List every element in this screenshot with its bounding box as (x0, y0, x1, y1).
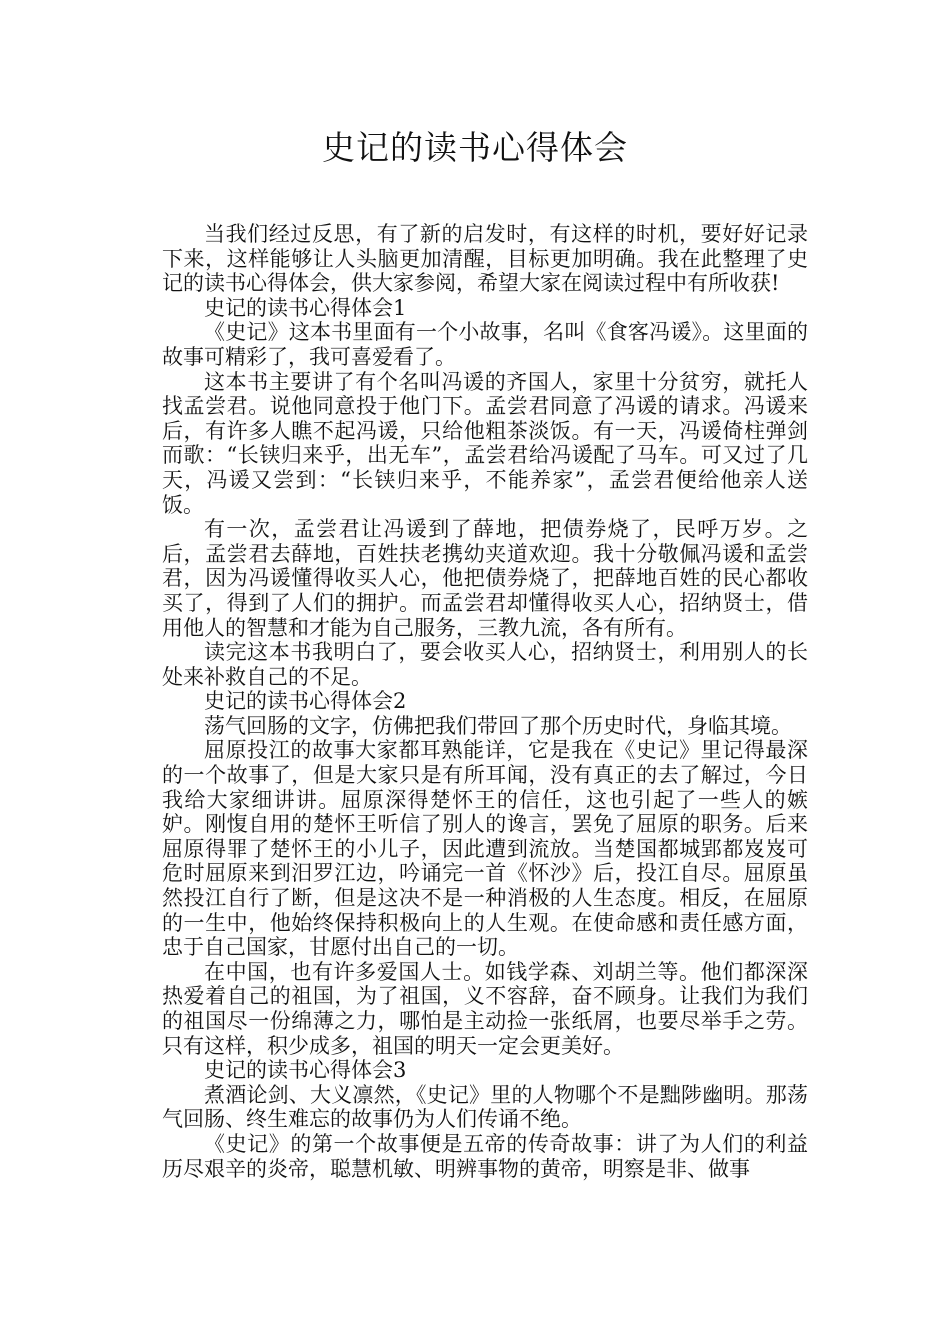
body-paragraph: 这本书主要讲了有个名叫冯谖的齐国人，家里十分贫穷，就托人找孟尝君。说他同意投于他门下。孟尝君同意了冯谖的请求。冯谖来后，有许多人瞧不起冯谖，只给他粗茶淡饭。有一天，冯谖倚柱弹剑而歌：“长铗归来乎，出无车”，孟尝君给冯谖配了马车。可又过了几天，冯谖又尝到：“长铗归来乎，不能养家”，孟尝君便给他亲人送饭。 (162, 369, 808, 517)
document-title: 史记的读书心得体会 (322, 128, 628, 167)
intro-paragraph: 当我们经过反思，有了新的启发时，有这样的时机，要好好记录下来，这样能够让人头脑更加清醒，目标更加明确。我在此整理了史记的读书心得体会，供大家参阅，希望大家在阅读过程中有所收获! (162, 222, 808, 296)
body-paragraph: 屈原投江的故事大家都耳熟能详，它是我在《史记》里记得最深的一个故事了，但是大家只是有所耳闻，没有真正的去了解过，今日我给大家细讲讲。屈原深得楚怀王的信任，这也引起了一些人的嫉妒。刚愎自用的楚怀王听信了别人的谗言，罢免了屈原的职务。后来屈原得罪了楚怀王的小儿子，因此遭到流放。当楚国都城郢都岌岌可危时屈原来到汨罗江边，吟诵完一首《怀沙》后，投江自尽。屈原虽然投江自行了断，但是这决不是一种消极的人生态度。相反，在屈原的一生中，他始终保持积极向上的人生观。在使命感和责任感方面，忠于自己国家，甘愿付出自己的一切。 (162, 738, 808, 960)
body-paragraph: 煮酒论剑、大义凛然，《史记》里的人物哪个不是黜陟幽明。那荡气回肠、终生难忘的故事仍为人们传诵不绝。 (162, 1082, 808, 1132)
document-body (162, 222, 808, 1181)
body-paragraph: 《史记》这本书里面有一个小故事，名叫《食客冯谖》。这里面的故事可精彩了，我可喜爱看了。 (162, 320, 808, 369)
section-heading-1: 史记的读书心得体会1 (204, 295, 407, 320)
body-paragraph: 《史记》的第一个故事便是五帝的传奇故事：讲了为人们的利益历尽艰辛的炎帝，聪慧机敏、明辨事物的黄帝，明察是非、做事 (162, 1131, 808, 1181)
section-heading-3: 史记的读书心得体会3 (204, 1058, 407, 1083)
body-paragraph: 读完这本书我明白了，要会收买人心，招纳贤士，利用别人的长处来补救自己的不足。 (162, 640, 808, 689)
body-paragraph: 有一次，孟尝君让冯谖到了薛地，把债券烧了，民呼万岁。之后，孟尝君去薛地，百姓扶老携幼夹道欢迎。我十分敬佩冯谖和孟尝君，因为冯谖懂得收买人心，他把债券烧了，把薛地百姓的民心都收买了，得到了人们的拥护。而孟尝君却懂得收买人心，招纳贤士，借用他人的智慧和才能为自己服务，三教九流，各有所有。 (162, 517, 808, 640)
body-paragraph: 在中国，也有许多爱国人士。如钱学森、刘胡兰等。他们都深深热爱着自己的祖国，为了祖国，义不容辞，奋不顾身。让我们为我们的祖国尽一份绵薄之力，哪怕是主动捡一张纸屑，也要尽举手之劳。只有这样，积少成多，祖国的明天一定会更美好。 (162, 959, 808, 1058)
body-paragraph: 荡气回肠的文字，仿佛把我们带回了那个历史时代，身临其境。 (204, 713, 792, 738)
section-heading-2: 史记的读书心得体会2 (204, 689, 407, 714)
